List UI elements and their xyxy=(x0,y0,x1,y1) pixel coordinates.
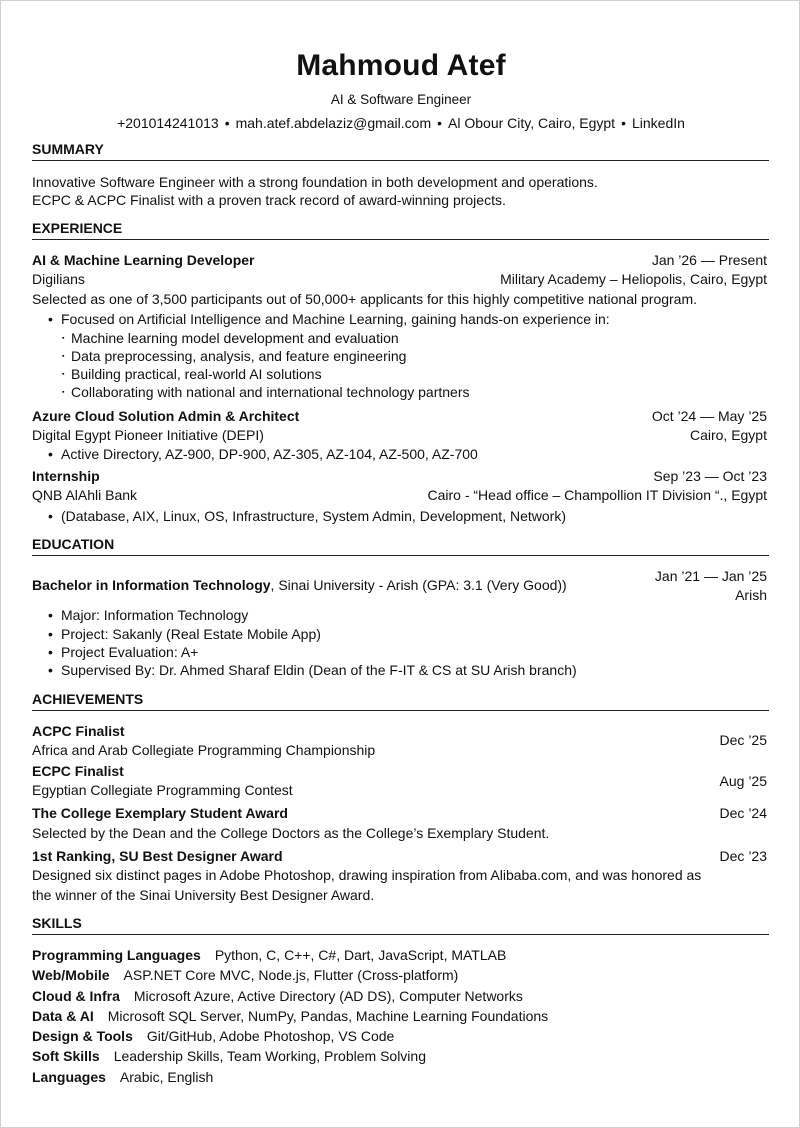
section-heading-skills: SKILLS xyxy=(32,915,769,935)
section-heading-experience: EXPERIENCE xyxy=(32,220,769,240)
achievement-date: Dec ’24 xyxy=(719,805,767,821)
summary-line: ECPC & ACPC Finalist with a proven track record of award-winning projects. xyxy=(32,192,506,208)
skill-row: Cloud & Infra Microsoft Azure, Active Directory (AD DS), Computer Networks xyxy=(32,988,523,1004)
job-title: AI & Machine Learning Developer xyxy=(32,252,255,268)
achievement-description: the winner of the Sinai University Best Designer Award. xyxy=(32,887,375,903)
contact-line xyxy=(1,115,800,131)
achievement-date: Aug ’25 xyxy=(719,773,767,789)
location: Al Obour City, Cairo, Egypt xyxy=(448,115,616,131)
job-place: Cairo - “Head office – Champollion IT Division “., Egypt xyxy=(427,487,767,503)
job-bullet: • Active Directory, AZ-900, DP-900, AZ-305, AZ-104, AZ-500, AZ-700 xyxy=(48,446,478,462)
achievement-date: Dec ’25 xyxy=(719,732,767,748)
linkedin-link[interactable]: LinkedIn xyxy=(631,115,685,131)
job-org: Digital Egypt Pioneer Initiative (DEPI) xyxy=(32,427,264,443)
job-dates: Jan ’26 — Present xyxy=(651,252,767,268)
job-title: Azure Cloud Solution Admin & Architect xyxy=(32,408,300,424)
degree-details: , Sinai University - Arish (GPA: 3.1 (Very Good)) xyxy=(270,577,567,593)
separator: • xyxy=(621,115,626,131)
job-bullet: • Focused on Artificial Intelligence and Machine Learning, gaining hands-on experience in: xyxy=(48,311,610,327)
achievement-date: Dec ’23 xyxy=(719,848,767,864)
education-bullet: • Major: Information Technology xyxy=(48,607,248,623)
skill-row: Design & Tools Git/GitHub, Adobe Photoshop, VS Code xyxy=(32,1028,395,1044)
achievement-description: Designed six distinct pages in Adobe Photoshop, drawing inspiration from Alibaba.com, and was honored as xyxy=(32,867,702,883)
achievement-title: 1st Ranking, SU Best Designer Award xyxy=(32,848,283,864)
achievement-title: ACPC Finalist xyxy=(32,723,125,739)
skill-row: Languages Arabic, English xyxy=(32,1069,214,1085)
separator: • xyxy=(437,115,443,131)
job-subbullet: ▪ Building practical, real-world AI solutions xyxy=(62,366,322,382)
job-org: Digilians xyxy=(32,271,85,287)
resume-name: Mahmoud Atef xyxy=(296,49,506,82)
section-heading-education: EDUCATION xyxy=(32,536,769,556)
job-subbullet: ▪ Machine learning model development and evaluation xyxy=(62,330,399,346)
skill-row: Data & AI Microsoft SQL Server, NumPy, Pandas, Machine Learning Foundations xyxy=(32,1008,549,1024)
job-bullet: • (Database, AIX, Linux, OS, Infrastructure, System Admin, Development, Network) xyxy=(48,508,566,524)
job-subbullet: ▪ Data preprocessing, analysis, and feature engineering xyxy=(62,348,406,364)
section-heading-achievements: ACHIEVEMENTS xyxy=(32,691,769,711)
degree-title: Bachelor in Information Technology xyxy=(32,577,271,593)
job-title: Internship xyxy=(32,468,100,484)
email-address[interactable]: mah.atef.abdelaziz@gmail.com xyxy=(235,115,432,131)
achievement-description: Egyptian Collegiate Programming Contest xyxy=(32,782,293,798)
job-dates: Sep ’23 — Oct ’23 xyxy=(653,468,767,484)
job-org: QNB AlAhli Bank xyxy=(32,487,138,503)
education-bullet: • Project: Sakanly (Real Estate Mobile App) xyxy=(48,626,321,642)
education-place: Arish xyxy=(735,587,767,603)
section-heading-summary: SUMMARY xyxy=(32,141,769,161)
education-dates: Jan ’21 — Jan ’25 xyxy=(654,568,767,584)
achievement-title: The College Exemplary Student Award xyxy=(32,805,288,821)
achievement-description: Africa and Arab Collegiate Programming Championship xyxy=(32,742,376,758)
education-bullet: • Supervised By: Dr. Ahmed Sharaf Eldin (Dean of the F-IT & CS at SU Arish branch) xyxy=(48,662,577,678)
resume-role: AI & Software Engineer xyxy=(330,92,472,107)
job-place: Military Academy – Heliopolis, Cairo, Egypt xyxy=(500,271,767,287)
degree-line xyxy=(32,577,567,593)
summary-line: Innovative Software Engineer with a strong foundation in both development and operations. xyxy=(32,174,598,190)
education-bullet: • Project Evaluation: A+ xyxy=(48,644,198,660)
skill-row: Soft Skills Leadership Skills, Team Working, Problem Solving xyxy=(32,1048,426,1064)
achievement-title: ECPC Finalist xyxy=(32,763,124,779)
job-description: Selected as one of 3,500 participants out of 50,000+ applicants for this highly competitive national program. xyxy=(32,291,698,307)
skill-row: Web/Mobile ASP.NET Core MVC, Node.js, Flutter (Cross-platform) xyxy=(32,967,459,983)
job-dates: Oct ’24 — May ’25 xyxy=(651,408,767,424)
skill-row: Programming Languages Python, C, C++, C#, Dart, JavaScript, MATLAB xyxy=(32,947,507,963)
phone-number: +201014241013 xyxy=(117,115,219,131)
job-subbullet: ▪ Collaborating with national and international technology partners xyxy=(62,384,469,400)
achievement-description: Selected by the Dean and the College Doctors as the College’s Exemplary Student. xyxy=(32,825,550,841)
separator: • xyxy=(224,115,230,131)
job-place: Cairo, Egypt xyxy=(689,427,767,443)
